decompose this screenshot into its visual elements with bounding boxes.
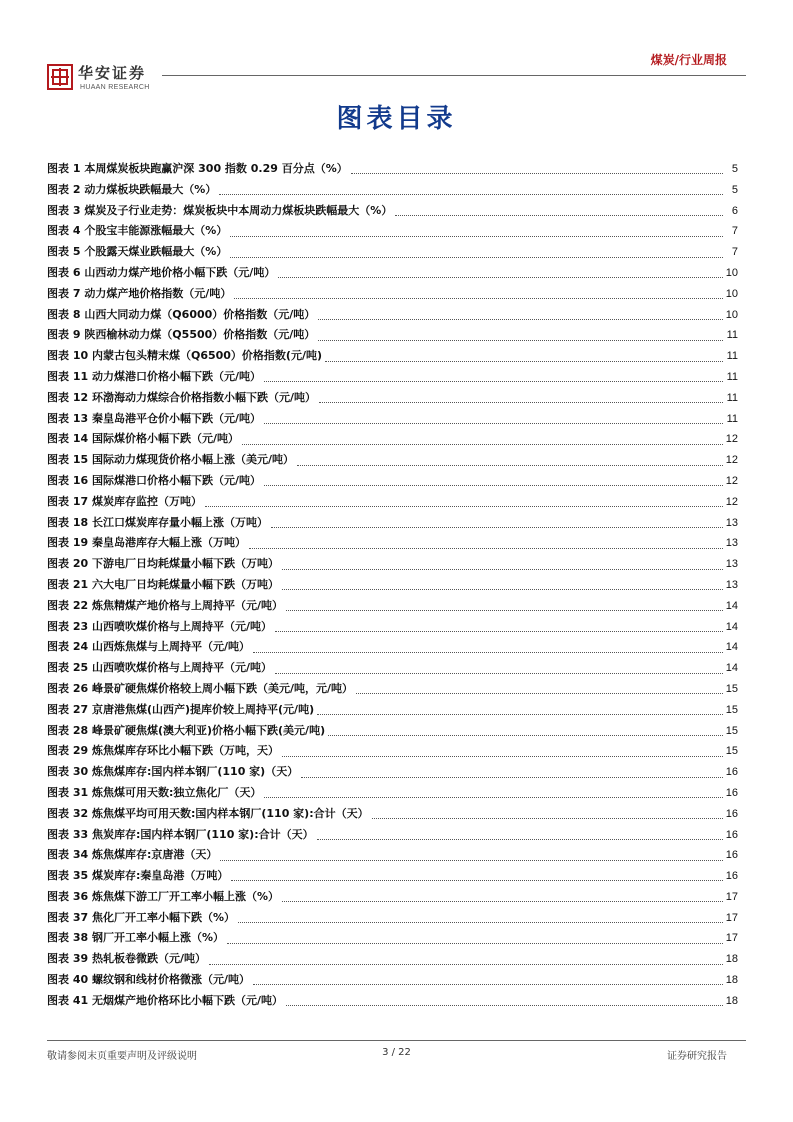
toc-leader-dots xyxy=(227,942,723,944)
toc-entry-page[interactable]: 5 xyxy=(731,163,738,175)
toc-leader-dots xyxy=(328,734,723,736)
toc-entry[interactable] xyxy=(47,284,738,305)
report-type: 煤炭/行业周报 xyxy=(650,53,727,67)
toc-entry-page[interactable]: 16 xyxy=(725,766,738,779)
toc-leader-dots xyxy=(275,672,723,674)
toc-entry-label[interactable]: 图表 36 炼焦煤下游工厂开工率小幅上涨（%） xyxy=(47,889,279,903)
toc-entry-label[interactable]: 图表 22 炼焦精煤产地价格与上周持平（元/吨） xyxy=(47,598,283,612)
table-of-figures xyxy=(47,159,738,1012)
toc-entry[interactable] xyxy=(47,159,738,180)
toc-entry[interactable] xyxy=(47,388,738,409)
toc-entry-page[interactable]: 13 xyxy=(725,578,738,591)
toc-entry-page[interactable]: 10 xyxy=(725,266,738,279)
toc-entry-page[interactable]: 11 xyxy=(726,370,738,383)
toc-entry[interactable] xyxy=(47,804,738,825)
toc-entry[interactable] xyxy=(47,700,738,721)
toc-leader-dots xyxy=(209,963,723,965)
toc-entry-page[interactable]: 14 xyxy=(725,641,738,654)
toc-entry-page[interactable]: 17 xyxy=(725,890,738,903)
toc-leader-dots xyxy=(372,817,723,819)
toc-entry[interactable] xyxy=(47,346,738,367)
toc-entry-page[interactable]: 16 xyxy=(725,786,738,799)
toc-leader-dots xyxy=(282,755,723,757)
toc-entry-label[interactable]: 图表 21 六大电厂日均耗煤量小幅下跌（万吨） xyxy=(47,577,279,591)
toc-entry[interactable] xyxy=(47,658,738,679)
toc-leader-dots xyxy=(264,796,722,798)
toc-entry-label[interactable]: 图表 32 炼焦煤平均可用天数:国内样本钢厂(110 家):合计（天） xyxy=(47,806,369,820)
toc-entry-label[interactable]: 图表 5 个股露天煤业跌幅最大（%） xyxy=(47,245,228,259)
toc-leader-dots xyxy=(318,318,722,320)
footer-disclaimer: 敬请参阅末页重要声明及评级说明 xyxy=(47,1051,197,1062)
toc-entry-page[interactable]: 10 xyxy=(725,308,738,321)
toc-entry-label[interactable]: 图表 7 动力煤产地价格指数（元/吨） xyxy=(47,286,232,300)
toc-leader-dots xyxy=(242,443,723,445)
toc-entry-label[interactable]: 图表 41 无烟煤产地价格环比小幅下跌（元/吨） xyxy=(47,993,283,1007)
toc-entry-page[interactable]: 7 xyxy=(731,246,738,259)
toc-leader-dots xyxy=(286,1004,723,1006)
toc-entry-page[interactable]: 16 xyxy=(725,807,738,820)
toc-entry[interactable] xyxy=(47,721,738,742)
toc-entry-label[interactable]: 图表 16 国际煤港口价格小幅下跌（元/吨） xyxy=(47,473,261,487)
toc-entry-page[interactable]: 10 xyxy=(725,287,738,300)
huaan-logo-icon xyxy=(47,64,73,90)
toc-leader-dots xyxy=(282,900,723,902)
toc-entry[interactable] xyxy=(47,949,738,970)
toc-entry-label[interactable]: 图表 35 煤炭库存:秦皇岛港（万吨） xyxy=(47,869,229,883)
toc-leader-dots xyxy=(249,547,723,549)
toc-entry[interactable] xyxy=(47,783,738,804)
toc-entry[interactable] xyxy=(47,575,738,596)
toc-leader-dots xyxy=(230,235,723,237)
toc-entry-page[interactable]: 11 xyxy=(726,329,738,342)
toc-entry-page[interactable]: 17 xyxy=(725,932,738,945)
toc-entry-page[interactable]: 12 xyxy=(725,454,738,467)
toc-entry-page[interactable]: 17 xyxy=(725,911,738,924)
toc-entry[interactable] xyxy=(47,450,738,471)
toc-entry-label[interactable]: 图表 9 陕西榆林动力煤（Q5500）价格指数（元/吨） xyxy=(47,328,316,342)
toc-entry-label[interactable]: 图表 14 国际煤价格小幅下跌（元/吨） xyxy=(47,432,239,446)
toc-entry[interactable] xyxy=(47,596,738,617)
toc-entry[interactable] xyxy=(47,471,738,492)
toc-entry-label[interactable]: 图表 28 峰景矿硬焦煤(澳大利亚)价格小幅下跌(美元/吨) xyxy=(47,723,326,737)
toc-leader-dots xyxy=(220,859,722,861)
toc-leader-dots xyxy=(275,630,723,632)
toc-entry-page[interactable]: 13 xyxy=(725,516,738,529)
toc-entry-page[interactable]: 7 xyxy=(731,225,738,238)
toc-entry-page[interactable]: 5 xyxy=(731,183,738,196)
toc-entry[interactable] xyxy=(47,762,738,783)
toc-leader-dots xyxy=(351,172,723,174)
toc-entry-page[interactable]: 16 xyxy=(725,828,738,841)
toc-entry[interactable] xyxy=(47,492,738,513)
toc-entry-label[interactable]: 图表 10 内蒙古包头精末煤（Q6500）价格指数(元/吨) xyxy=(47,349,323,363)
toc-entry[interactable] xyxy=(47,637,738,658)
toc-entry[interactable] xyxy=(47,617,738,638)
toc-entry[interactable] xyxy=(47,533,738,554)
toc-entry-label[interactable]: 图表 3 煤炭及子行业走势：煤炭板块中本周动力煤板块跌幅最大（%） xyxy=(47,203,393,217)
toc-entry-page[interactable]: 15 xyxy=(725,724,738,737)
toc-entry-page[interactable]: 6 xyxy=(731,204,738,217)
toc-entry-label[interactable]: 图表 34 炼焦煤库存:京唐港（天） xyxy=(47,848,218,862)
toc-entry-page[interactable]: 18 xyxy=(725,974,738,987)
toc-entry-label[interactable]: 图表 15 国际动力煤现货价格小幅上涨（美元/吨） xyxy=(47,453,294,467)
toc-entry[interactable] xyxy=(47,263,738,284)
toc-leader-dots xyxy=(317,713,723,715)
toc-entry[interactable] xyxy=(47,242,738,263)
toc-leader-dots xyxy=(205,505,723,507)
toc-leader-dots xyxy=(264,380,723,382)
toc-entry[interactable] xyxy=(47,928,738,949)
toc-entry-page[interactable]: 16 xyxy=(725,870,738,883)
toc-entry[interactable] xyxy=(47,845,738,866)
toc-entry-label[interactable]: 图表 6 山西动力煤产地价格小幅下跌（元/吨） xyxy=(47,265,276,279)
toc-entry[interactable] xyxy=(47,887,738,908)
toc-entry-label[interactable]: 图表 1 本周煤炭板块跑赢沪深 300 指数 0.29 百分点（%） xyxy=(47,162,348,175)
toc-entry-page[interactable]: 18 xyxy=(725,994,738,1007)
toc-leader-dots xyxy=(317,838,723,840)
toc-entry-label[interactable]: 图表 24 山西炼焦煤与上周持平（元/吨） xyxy=(47,640,250,654)
toc-entry-page[interactable]: 15 xyxy=(725,703,738,716)
toc-entry-page[interactable]: 13 xyxy=(725,537,738,550)
toc-entry-label[interactable]: 图表 25 山西喷吹煤价格与上周持平（元/吨） xyxy=(47,661,272,675)
toc-leader-dots xyxy=(325,360,723,362)
toc-entry-page[interactable]: 16 xyxy=(725,849,738,862)
page-header xyxy=(0,0,793,100)
toc-entry-label[interactable]: 图表 23 山西喷吹煤价格与上周持平（元/吨） xyxy=(47,619,272,633)
toc-leader-dots xyxy=(231,879,722,881)
toc-entry-label[interactable]: 图表 40 螺纹钢和线材价格微涨（元/吨） xyxy=(47,973,250,987)
toc-entry-page[interactable]: 12 xyxy=(725,433,738,446)
toc-leader-dots xyxy=(278,276,722,278)
toc-entry-label[interactable]: 图表 26 峰景矿硬焦煤价格较上周小幅下跌（美元/吨，元/吨） xyxy=(47,681,354,695)
toc-leader-dots xyxy=(264,484,723,486)
toc-entry-page[interactable]: 14 xyxy=(725,620,738,633)
toc-entry-label[interactable]: 图表 29 炼焦煤库存环比小幅下跌（万吨，天） xyxy=(47,744,279,758)
toc-entry-label[interactable]: 图表 8 山西大同动力煤（Q6000）价格指数（元/吨） xyxy=(47,307,316,321)
toc-entry-label[interactable]: 图表 4 个股宝丰能源涨幅最大（%） xyxy=(47,224,228,238)
brand-name-en: HUAAN RESEARCH xyxy=(80,84,150,91)
footer-report-label: 证券研究报告 xyxy=(667,1051,727,1062)
toc-entry[interactable] xyxy=(47,201,738,222)
toc-entry-page[interactable]: 11 xyxy=(726,412,738,425)
toc-leader-dots xyxy=(264,422,723,424)
toc-leader-dots xyxy=(219,193,723,195)
toc-entry-page[interactable]: 12 xyxy=(725,495,738,508)
toc-leader-dots xyxy=(234,297,722,299)
toc-entry[interactable] xyxy=(47,554,738,575)
toc-entry[interactable] xyxy=(47,367,738,388)
toc-entry-page[interactable]: 15 xyxy=(725,745,738,758)
toc-entry-page[interactable]: 12 xyxy=(725,474,738,487)
toc-leader-dots xyxy=(297,464,723,466)
toc-leader-dots xyxy=(238,921,723,923)
toc-entry-label[interactable]: 图表 27 京唐港焦煤(山西产)提库价较上周持平(元/吨) xyxy=(47,702,315,716)
toc-entry-label[interactable]: 图表 38 钢厂开工率小幅上涨（%） xyxy=(47,931,224,945)
toc-entry-label[interactable]: 图表 39 热轧板卷微跌（元/吨） xyxy=(47,952,206,966)
toc-entry-label[interactable]: 图表 19 秦皇岛港库存大幅上涨（万吨） xyxy=(47,536,246,550)
toc-entry[interactable] xyxy=(47,741,738,762)
toc-leader-dots xyxy=(356,692,723,694)
page-title: 图表目录 xyxy=(336,104,457,134)
toc-entry-page[interactable]: 18 xyxy=(725,953,738,966)
toc-leader-dots xyxy=(319,401,723,403)
toc-entry-label[interactable]: 图表 12 环渤海动力煤综合价格指数小幅下跌（元/吨） xyxy=(47,390,316,404)
toc-entry[interactable] xyxy=(47,513,738,534)
page-number: 3 / 22 xyxy=(382,1047,411,1058)
footer-divider xyxy=(47,1040,746,1041)
toc-entry-page[interactable]: 14 xyxy=(725,599,738,612)
toc-entry[interactable] xyxy=(47,679,738,700)
header-divider xyxy=(162,75,746,76)
toc-entry-page[interactable]: 11 xyxy=(726,391,738,404)
toc-entry-label[interactable]: 图表 20 下游电厂日均耗煤量小幅下跌（万吨） xyxy=(47,557,279,571)
toc-entry[interactable] xyxy=(47,991,738,1012)
toc-entry-label[interactable]: 图表 33 焦炭库存:国内样本钢厂(110 家):合计（天） xyxy=(47,827,314,841)
toc-entry[interactable] xyxy=(47,325,738,346)
toc-entry[interactable] xyxy=(47,180,738,201)
toc-entry-page[interactable]: 13 xyxy=(725,558,738,571)
toc-entry-label[interactable]: 图表 11 动力煤港口价格小幅下跌（元/吨） xyxy=(47,369,261,383)
toc-entry-label[interactable]: 图表 17 煤炭库存监控（万吨） xyxy=(47,494,202,508)
toc-entry-page[interactable]: 15 xyxy=(725,682,738,695)
toc-leader-dots xyxy=(286,609,723,611)
toc-leader-dots xyxy=(271,526,723,528)
toc-entry-label[interactable]: 图表 30 炼焦煤库存:国内样本钢厂(110 家)（天） xyxy=(47,765,299,779)
toc-entry-label[interactable]: 图表 18 长江口煤炭库存量小幅上涨（万吨） xyxy=(47,515,268,529)
toc-entry[interactable] xyxy=(47,429,738,450)
toc-leader-dots xyxy=(253,651,723,653)
toc-entry[interactable] xyxy=(47,221,738,242)
toc-leader-dots xyxy=(318,339,723,341)
toc-entry-label[interactable]: 图表 13 秦皇岛港平仓价小幅下跌（元/吨） xyxy=(47,411,261,425)
toc-entry-page[interactable]: 11 xyxy=(726,350,738,363)
brand-name-cn: 华安证券 xyxy=(78,64,147,82)
toc-leader-dots xyxy=(282,588,723,590)
toc-entry[interactable] xyxy=(47,908,738,929)
toc-entry-page[interactable]: 14 xyxy=(725,662,738,675)
toc-leader-dots xyxy=(282,568,723,570)
toc-entry-label[interactable]: 图表 31 炼焦煤可用天数:独立焦化厂（天） xyxy=(47,785,262,799)
toc-entry-label[interactable]: 图表 2 动力煤板块跌幅最大（%） xyxy=(47,182,217,196)
toc-leader-dots xyxy=(395,214,723,216)
toc-leader-dots xyxy=(253,983,723,985)
toc-entry[interactable] xyxy=(47,970,738,991)
toc-entry[interactable] xyxy=(47,305,738,326)
toc-leader-dots xyxy=(301,776,723,778)
toc-entry[interactable] xyxy=(47,409,738,430)
toc-entry-label[interactable]: 图表 37 焦化厂开工率小幅下跌（%） xyxy=(47,910,235,924)
toc-leader-dots xyxy=(230,256,723,258)
toc-entry[interactable] xyxy=(47,825,738,846)
toc-entry[interactable] xyxy=(47,866,738,887)
